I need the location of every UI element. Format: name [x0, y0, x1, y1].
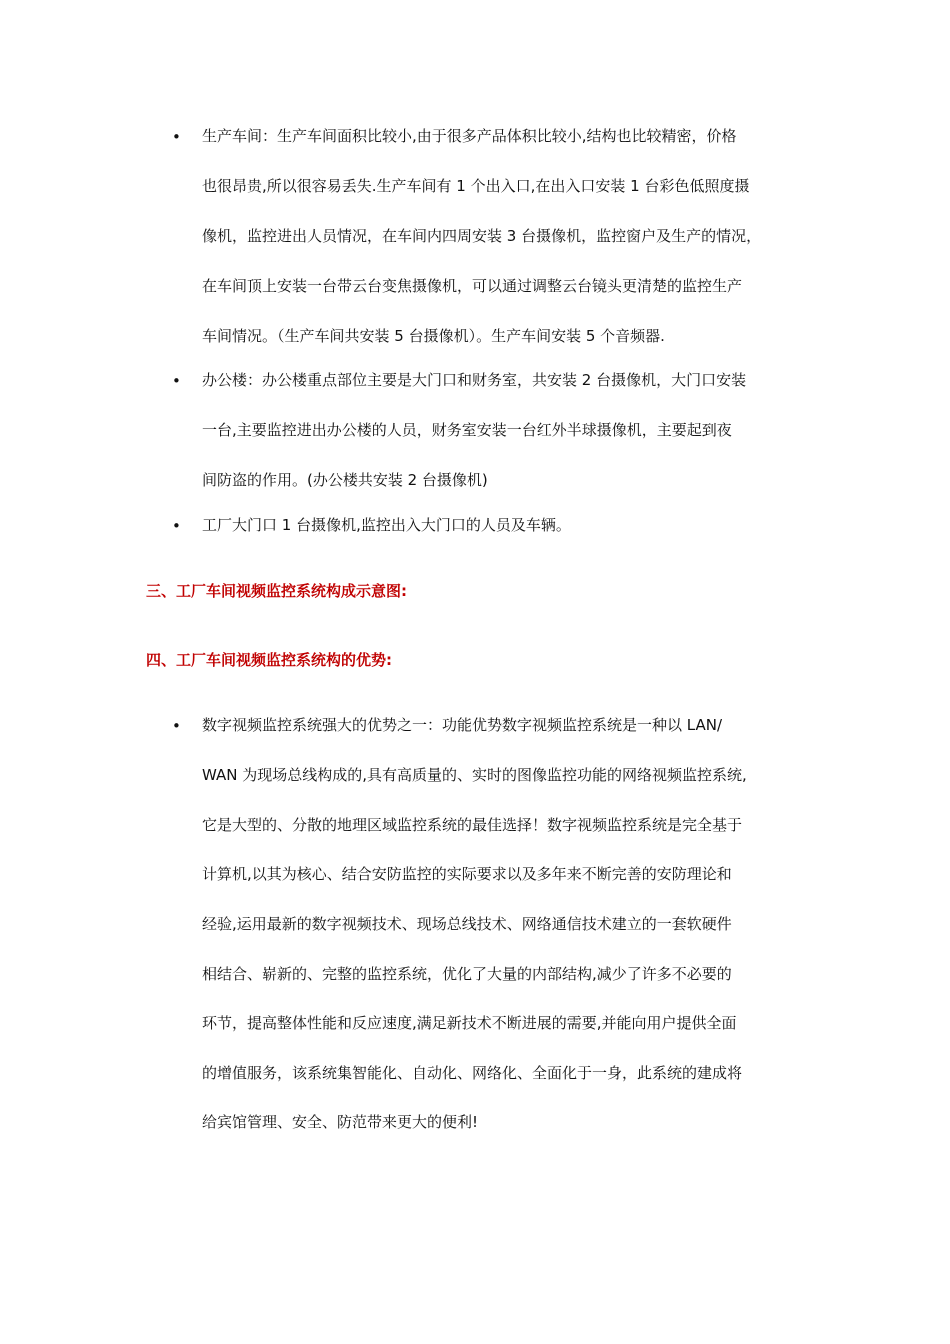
paragraph-line: 在车间顶上安装一台带云台变焦摄像机，可以通过调整云台镜头更清楚的监控生产: [202, 277, 743, 295]
bullet-icon: •: [172, 128, 181, 146]
paragraph-line: 相结合、崭新的、完整的监控系统，优化了大量的内部结构,减少了许多不必要的: [202, 965, 732, 983]
paragraph-line: 计算机,以其为核心、结合安防监控的实际要求以及多年来不断完善的安防理论和: [202, 865, 732, 883]
paragraph-line: 像机，监控进出人员情况，在车间内四周安装 3 台摄像机，监控窗户及生产的情况，: [202, 227, 762, 245]
paragraph-line: 的增值服务，该系统集智能化、自动化、网络化、全面化于一身，此系统的建成将: [202, 1064, 743, 1082]
paragraph-line: 车间情况。（生产车间共安装 5 台摄像机）。生产车间安装 5 个音频器.: [202, 327, 665, 345]
paragraph-line: 间防盗的作用。(办公楼共安装 2 台摄像机): [202, 471, 488, 489]
paragraph-line: 数字视频监控系统强大的优势之一：功能优势数字视频监控系统是一种以 LAN/: [202, 716, 723, 734]
paragraph-line: 一台,主要监控进出办公楼的人员，财务室安装一台红外半球摄像机，主要起到夜: [202, 421, 732, 439]
paragraph-line: 经验,运用最新的数字视频技术、现场总线技术、网络通信技术建立的一套软硬件: [202, 915, 732, 933]
bullet-icon: •: [172, 372, 181, 390]
paragraph-line: 也很昂贵,所以很容易丢失.生产车间有 1 个出入口,在出入口安装 1 台彩色低照度摄: [202, 177, 750, 195]
paragraph-line: WAN 为现场总线构成的,具有高质量的、实时的图像监控功能的网络视频监控系统,: [202, 766, 747, 784]
paragraph-line: 环节，提高整体性能和反应速度,满足新技术不断进展的需要,并能向用户提供全面: [202, 1014, 737, 1032]
paragraph-line: 生产车间：生产车间面积比较小,由于很多产品体积比较小,结构也比较精密，价格: [202, 127, 737, 145]
section-heading-4: 四、工厂车间视频监控系统构的优势:: [146, 651, 393, 669]
paragraph-line: 工厂大门口 1 台摄像机,监控出入大门口的人员及车辆。: [202, 516, 571, 534]
paragraph-line: 它是大型的、分散的地理区域监控系统的最佳选择！数字视频监控系统是完全基于: [202, 816, 743, 834]
bullet-icon: •: [172, 717, 181, 735]
bullet-icon: •: [172, 517, 181, 535]
section-heading-3: 三、工厂车间视频监控系统构成示意图:: [146, 582, 408, 600]
paragraph-line: 给宾馆管理、安全、防范带来更大的便利!: [202, 1113, 479, 1131]
paragraph-line: 办公楼：办公楼重点部位主要是大门口和财务室，共安装 2 台摄像机，大门口安装: [202, 371, 747, 389]
